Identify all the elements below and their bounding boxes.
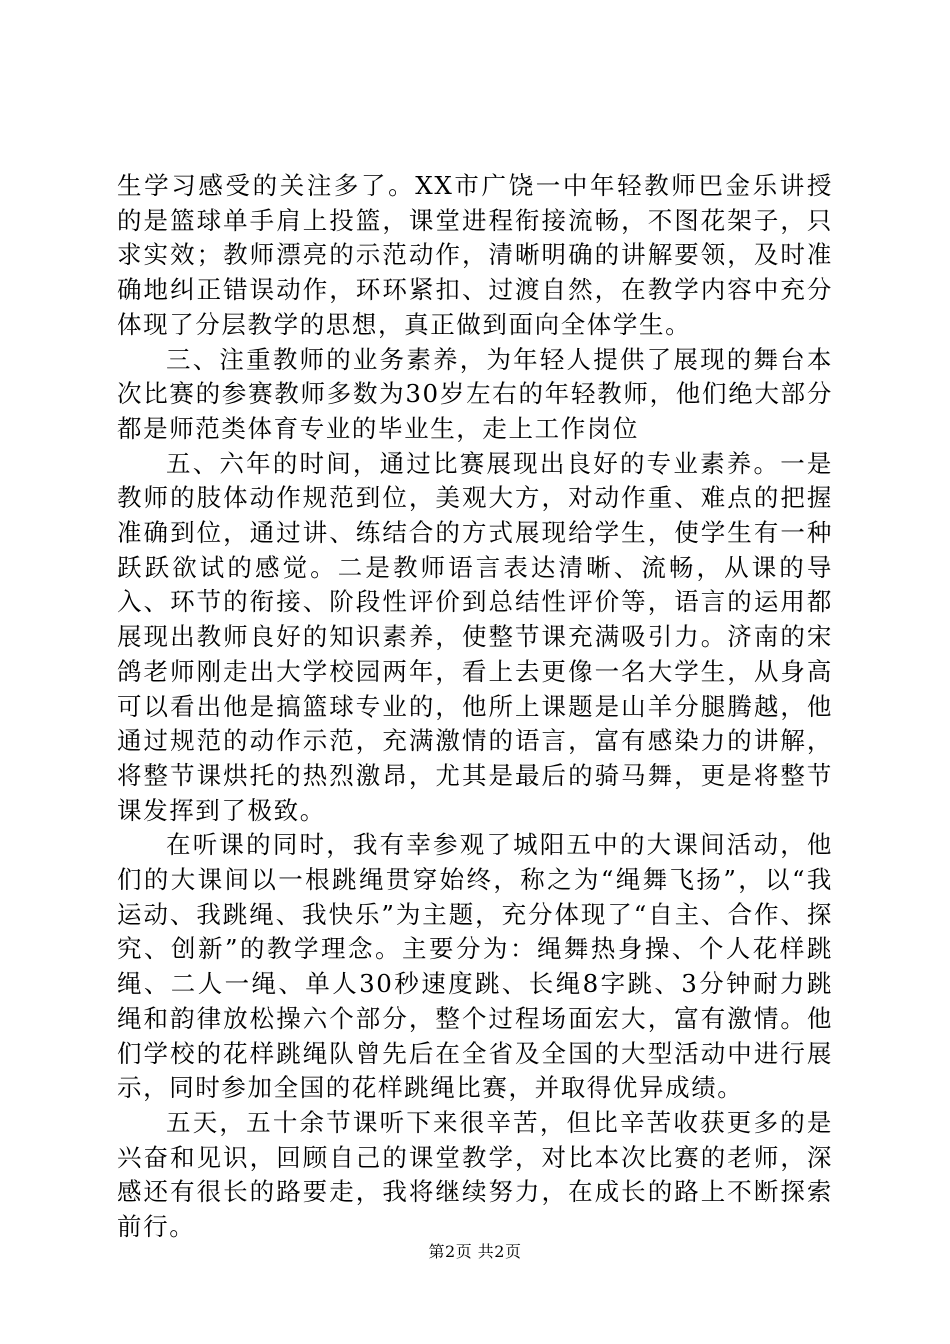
paragraph-1: 生学习感受的关注多了。XX市广饶一中年轻教师巴金乐讲授的是篮球单手肩上投篮，课堂进程衔接流畅，不图花架子，只求实效；教师漂亮的示范动作，清晰明确的讲解要领，及时准确地纠正错误动作，环环紧扣、过渡自然，在教学内容中充分体现了分层教学的思想，真正做到面向全体学生。 bbox=[117, 171, 833, 339]
paragraph-2: 三、注重教师的业务素养，为年轻人提供了展现的舞台本次比赛的参赛教师多数为30岁左右的年轻教师，他们绝大部分都是师范类体育专业的毕业生，走上工作岗位 bbox=[117, 344, 833, 443]
paragraph-5: 五天，五十余节课听下来很辛苦，但比辛苦收获更多的是兴奋和见识，回顾自己的课堂教学，对比本次比赛的老师，深感还有很长的路要走，我将继续努力，在成长的路上不断探索前行。 bbox=[117, 1107, 833, 1242]
document-body bbox=[117, 169, 833, 1245]
paragraph-3: 五、六年的时间，通过比赛展现出良好的专业素养。一是教师的肢体动作规范到位，美观大方，对动作重、难点的把握准确到位，通过讲、练结合的方式展现给学生，使学生有一种跃跃欲试的感觉。二是教师语言表达清晰、流畅，从课的导入、环节的衔接、阶段性评价到总结性评价等，语言的运用都展现出教师良好的知识素养，使整节课充满吸引力。济南的宋鸽老师刚走出大学校园两年，看上去更像一名大学生，从身高可以看出他是搞篮球专业的，他所上课题是山羊分腿腾越，他通过规范的动作示范，充满激情的语言，富有感染力的讲解，将整节课烘托的热烈激昂，尤其是最后的骑马舞，更是将整节课发挥到了极致。 bbox=[117, 448, 833, 825]
page-number-label: 第2页 共2页 bbox=[428, 1242, 522, 1261]
page-footer bbox=[0, 1242, 950, 1262]
paragraph-4: 在听课的同时，我有幸参观了城阳五中的大课间活动，他们的大课间以一根跳绳贯穿始终，称之为“绳舞飞扬”，以“我运动、我跳绳、我快乐”为主题，充分体现了“自主、合作、探究、创新”的教学理念。主要分为：绳舞热身操、个人花样跳绳、二人一绳、单人30秒速度跳、长绳8字跳、3分钟耐力跳绳和韵律放松操六个部分，整个过程场面宏大，富有激情。他们学校的花样跳绳队曾先后在全省及全国的大型活动中进行展示，同时参加全国的花样跳绳比赛，并取得优异成绩。 bbox=[117, 830, 833, 1103]
